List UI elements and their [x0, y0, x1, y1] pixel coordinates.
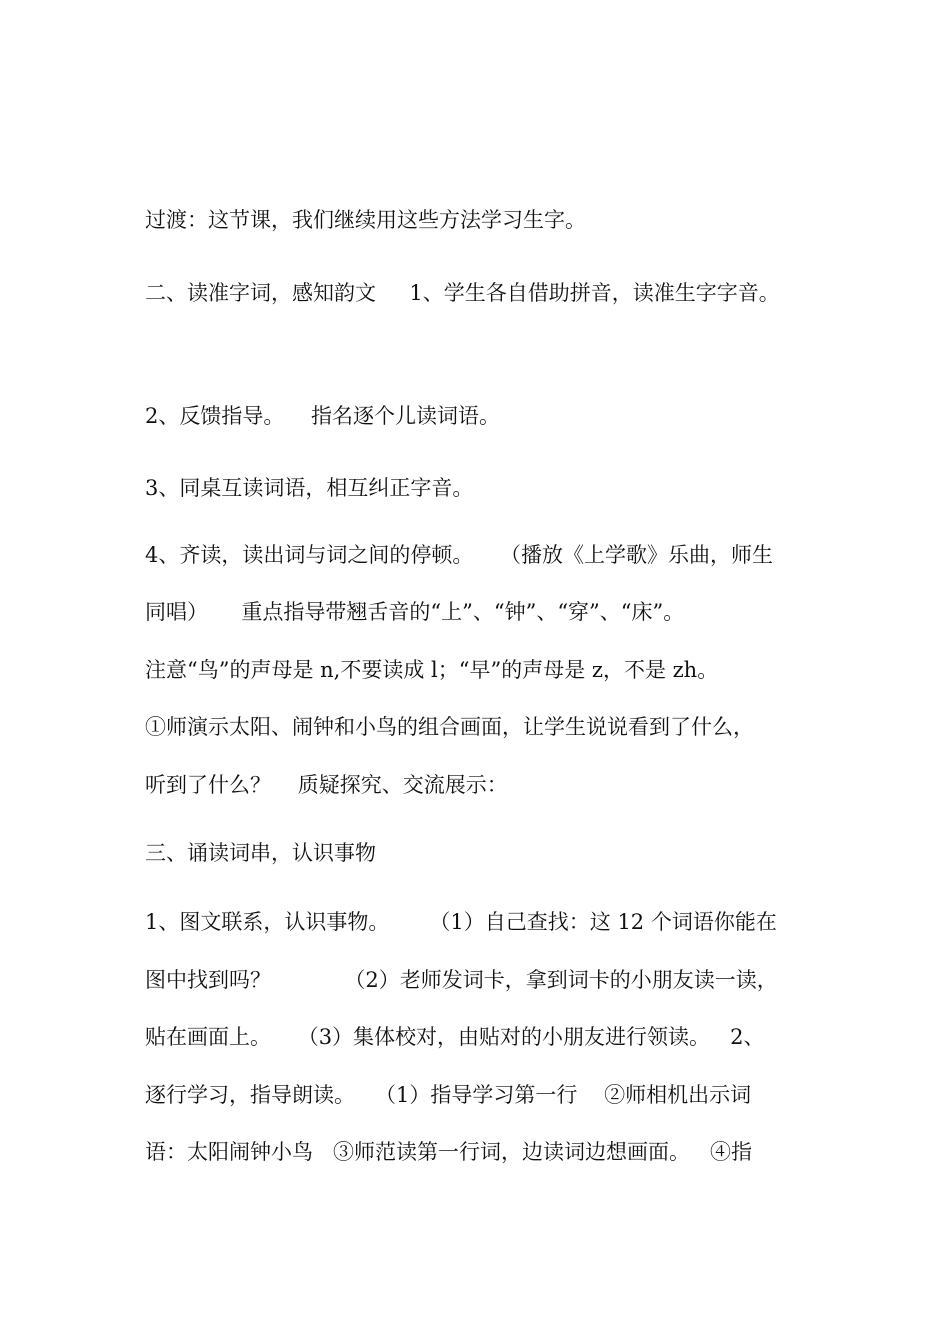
text-line-peer-reading: 3、同桌互读词语，相互纠正字音。 [145, 476, 474, 500]
text-line-picture-link: 1、图文联系，认识事物。 （1）自己查找：这 12 个词语你能在 [145, 910, 777, 934]
text-line-choral-reading: 4、齐读，读出词与词之间的停顿。 （播放《上学歌》乐曲，师生 [145, 543, 774, 567]
text-line-what-heard: 听到了什么？ 质疑探究、交流展示： [145, 773, 508, 797]
text-line-teacher-demo: ①师演示太阳、闹钟和小鸟的组合画面，让学生说说看到了什么， [145, 715, 754, 739]
text-line-section-two: 二、读准字词，感知韵文 1、学生各自借助拼音，读准生字字音。 [145, 281, 780, 305]
text-line-find-in-picture: 图中找到吗？ （2）老师发词卡，拿到词卡的小朋友读一读， [145, 968, 778, 992]
text-line-pronunciation-note: 注意“鸟”的声母是 n,不要读成 l；“早”的声母是 z，不是 zh。 [145, 658, 719, 682]
text-line-stick-on-picture: 贴在画面上。 （3）集体校对，由贴对的小朋友进行领读。 2、 [145, 1025, 765, 1049]
text-line-sing-together: 同唱） 重点指导带翘舌音的“上”、“钟”、“穿”、“床”。 [145, 600, 685, 624]
text-line-model-reading: 语：太阳闹钟小鸟 ③师范读第一行词，边读词边想画面。 ④指 [145, 1140, 753, 1164]
text-line-feedback: 2、反馈指导。 指名逐个儿读词语。 [145, 404, 501, 428]
text-line-transition: 过渡：这节课，我们继续用这些方法学习生字。 [145, 208, 586, 232]
text-line-line-by-line: 逐行学习，指导朗读。 （1）指导学习第一行 ②师相机出示词 [145, 1083, 752, 1107]
text-line-section-three: 三、诵读词串，认识事物 [145, 841, 376, 865]
